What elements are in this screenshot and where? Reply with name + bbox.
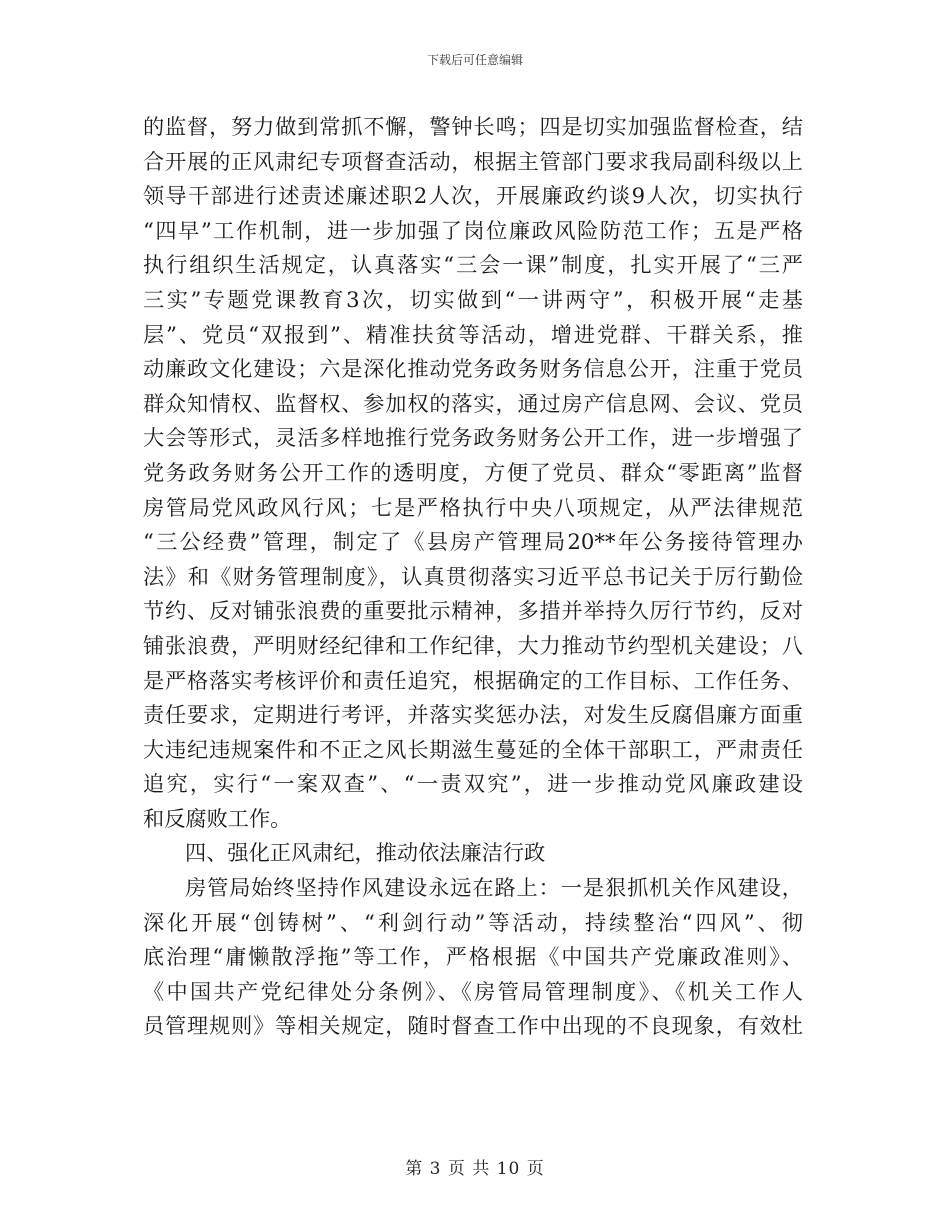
body-line: 铺张浪费，严明财经纪律和工作纪律，大力推动节约型机关建设；八 [143,632,803,658]
body-line: 的监督，努力做到常抓不懈，警钟长鸣；四是切实加强监督检查，结 [143,114,803,139]
body-line: “四早”工作机制，进一步加强了岗位廉政风险防范工作；五是严格 [143,217,803,243]
body-line: 房管局始终坚持作风建设永远在路上：一是狠抓机关作风建设， [185,875,803,901]
body-line: 执行组织生活规定，认真落实“三会一课”制度，扎实开展了“三严 [143,252,803,278]
body-line: 责任要求，定期进行考评，并落实奖惩办法，对发生反腐倡廉方面重 [143,702,803,728]
body-line: 法》和《财务管理制度》，认真贯彻落实习近平总书记关于厉行勤俭 [143,563,803,589]
body-line: 底治理“庸懒散浮拖”等工作，严格根据《中国共产党廉政准则》、 [143,944,803,970]
body-line: 群众知情权、监督权、参加权的落实，通过房产信息网、会议、党员 [143,390,803,416]
body-line: 动廉政文化建设；六是深化推动党务政务财务信息公开，注重于党员 [143,356,803,382]
body-line: 是严格落实考核评价和责任追究，根据确定的工作目标、工作任务、 [143,667,803,693]
body-line: 大会等形式，灵活多样地推行党务政务财务公开工作，进一步增强了 [143,425,803,451]
body-line: 员管理规则》等相关规定，随时督查工作中出现的不良现象，有效杜 [143,1013,803,1039]
body-line: 层”、党员“双报到”、精准扶贫等活动，增进党群、干群关系，推 [143,321,803,347]
body-line: 房管局党风政风行风；七是严格执行中央八项规定，从严法律规范 [143,494,803,520]
body-line: 合开展的正风肃纪专项督查活动，根据主管部门要求我局副科级以上 [143,148,803,174]
body-line: 深化开展“创铸树”、“利剑行动”等活动，持续整治“四风”、彻 [143,909,803,935]
section-heading: 四、强化正风肃纪，推动依法廉洁行政 [185,840,546,866]
page-header-note: 下载后可任意编辑 [426,53,523,67]
body-line: 追究，实行“一案双查”、“一责双究”，进一步推动党风廉政建设 [143,771,803,797]
body-line: 三实”专题党课教育3次，切实做到“一讲两守”，积极开展“走基 [143,286,803,312]
body-line: 大违纪违规案件和不正之风长期滋生蔓延的全体干部职工，严肃责任 [143,736,803,762]
body-line: “三公经费”管理，制定了《县房产管理局20**年公务接待管理办 [143,529,803,555]
page-number: 第 3 页 共 10 页 [405,1159,545,1179]
body-text [143,110,803,1044]
body-line: 领导干部进行述责述廉述职2人次，开展廉政约谈9人次，切实执行 [143,183,803,209]
body-line: 党务政务财务公开工作的透明度，方便了党员、群众“零距离”监督 [143,459,803,485]
body-line: 和反腐败工作。 [143,805,292,831]
body-line: 节约、反对铺张浪费的重要批示精神，多措并举持久厉行节约，反对 [143,598,803,624]
body-line: 《中国共产党纪律处分条例》、《房管局管理制度》、《机关工作人 [143,978,803,1004]
